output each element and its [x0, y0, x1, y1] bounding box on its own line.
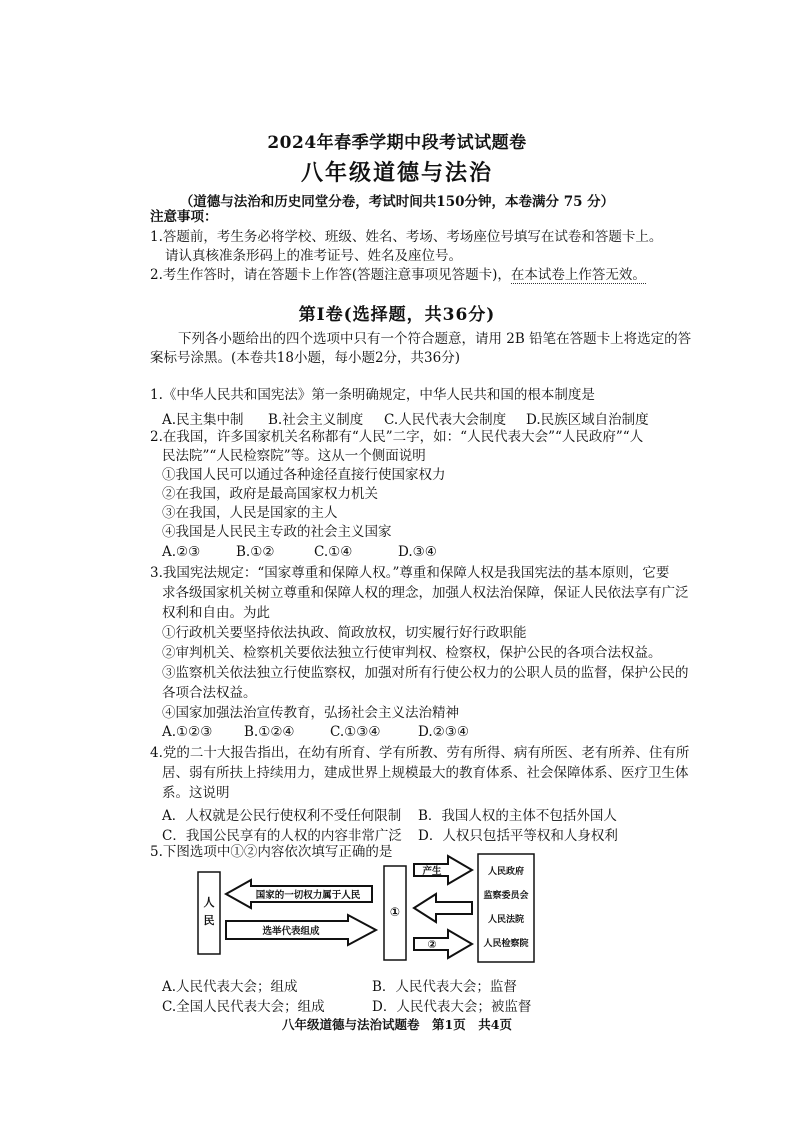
q1-option-c: C.人民代表大会制度: [384, 412, 507, 428]
q2-option-a: A.②③: [162, 544, 201, 560]
q4-stem-3: 系。这说明: [162, 785, 230, 801]
notes-heading: 注意事项：: [150, 209, 218, 225]
q2-statement-2: ②在我国，政府是最高国家权力机关: [162, 486, 378, 502]
organ-court: 人民法院: [487, 915, 525, 925]
q4-option-d: D．人权只包括平等权和人身权利: [418, 828, 618, 844]
q3-option-a: A.①②③: [162, 724, 213, 740]
arrow-blank-2: [414, 930, 472, 958]
q3-option-c: C.①③④: [330, 724, 381, 740]
blank-1-marker: ①: [389, 905, 401, 919]
q3-statement-4: ④国家加强法治宣传教育，弘扬社会主义法治精神: [162, 705, 459, 721]
q3-statement-3-cont: 各项合法权益。: [162, 685, 257, 701]
q3-option-d: D.②③④: [418, 724, 469, 740]
q2-stem-2: 民法院”“人民检察院”等。这从一个侧面说明: [162, 448, 426, 464]
q2-option-b: B.①②: [236, 544, 275, 560]
notes-line-2: 请认真核准条形码上的准考证号、姓名及座位号。: [165, 248, 462, 264]
q4-option-c: C．我国公民享有的人权的内容非常广泛: [162, 828, 402, 844]
page-footer: 八年级道德与法治试题卷 第1页 共4页: [282, 1017, 512, 1032]
q1-stem: 1.《中华人民共和国宪法》第一条明确规定，中华人民共和国的根本制度是: [150, 387, 595, 403]
exam-title: 2024年春季学期中段考试试题卷: [267, 133, 527, 153]
q5-option-c: C.全国人民代表大会；组成: [162, 999, 325, 1015]
subject-title: 八年级道德与法治: [300, 160, 493, 186]
blank-2-marker: ②: [427, 938, 437, 951]
q4-option-a: A．人权就是公民行使权利不受任何限制: [162, 808, 402, 824]
notes-line-3-emphasis: 在本试卷上作答无效。: [510, 267, 646, 283]
notes-line-3: [150, 266, 646, 285]
arrow-produce-label: 产生: [422, 866, 442, 877]
q5-option-b: B．人民代表大会；监督: [372, 979, 517, 995]
organ-government: 人民政府: [487, 867, 525, 877]
people-char-2: 民: [203, 914, 215, 927]
q2-option-c: C.①④: [314, 544, 353, 560]
q1-option-a: A.民主集中制: [162, 412, 244, 428]
q3-statement-1: ①行政机关要坚持依法执政、简政放权，切实履行好行政职能: [162, 625, 527, 641]
q4-stem-1: 4.党的二十大报告指出，在幼有所育、学有所教、劳有所得、病有所医、老有所养、住有所: [150, 745, 690, 761]
exam-scope-note: （道德与法治和历史同堂分卷，考试时间共150分钟，本卷满分 75 分）: [179, 194, 615, 210]
q3-stem-3: 权利和自由。为此: [162, 605, 270, 621]
arrow-elect-label: 选举代表组成: [262, 926, 320, 937]
q5-diagram: [196, 850, 536, 965]
q2-stem-1: 2.在我国，许多国家机关名称都有“人民”二字，如：“人民代表大会”“人民政府”“人: [150, 429, 644, 445]
q3-option-b: B.①②④: [244, 724, 295, 740]
notes-line-3-a: 2.考生作答时，请在答题卡上作答(答题注意事项见答题卡)，: [150, 267, 511, 283]
q5-stem: 5.下图选项中①②内容依次填写正确的是: [150, 844, 393, 860]
arrow-power-label: 国家的一切权力属于人民: [255, 890, 361, 901]
q2-statement-3: ③在我国，人民是国家的主人: [162, 505, 338, 521]
q3-stem-2: 求各级国家机关树立尊重和保障人权的理念，加强人权法治保障，保证人民依法享有广泛: [162, 585, 689, 601]
arrow-supervised: [414, 894, 472, 922]
q2-option-d: D.③④: [398, 544, 437, 560]
q1-option-d: D.民族区域自治制度: [526, 412, 649, 428]
q5-option-a: A.人民代表大会；组成: [162, 979, 298, 995]
q3-stem-1: 3.我国宪法规定：“国家尊重和保障人权。”尊重和保障人权是我国宪法的基本原则，它要: [150, 565, 670, 581]
q2-statement-4: ④我国是人民民主专政的社会主义国家: [162, 524, 392, 540]
q2-statement-1: ①我国人民可以通过各种途径直接行使国家权力: [162, 467, 446, 483]
section-title: 第Ⅰ卷(选择题，共36分): [298, 305, 496, 325]
people-char-1: 人: [203, 896, 215, 909]
q3-statement-2: ②审判机关、检察机关要依法独立行使审判权、检察权，保护公民的各项合法权益。: [162, 645, 662, 661]
people-box: [198, 872, 220, 954]
organ-supervision-commission: 监察委员会: [483, 891, 529, 901]
section-instructions-2: 案标号涂黑。(本卷共18小题，每小题2分，共36分): [150, 350, 460, 366]
section-instructions-1: 下列各小题给出的四个选项中只有一个符合题意，请用 2B 铅笔在答题卡上将选定的答: [178, 331, 692, 347]
q3-statement-3: ③监察机关依法独立行使监察权，加强对所有行使公权力的公职人员的监督，保护公民的: [162, 665, 689, 681]
q5-option-d: D．人民代表大会；被监督: [372, 999, 532, 1015]
organ-procuratorate: 人民检察院: [483, 939, 529, 949]
notes-line-1: 1.答题前，考生务必将学校、班级、姓名、考场、考场座位号填写在试卷和答题卡上。: [150, 229, 663, 245]
q4-stem-2: 居、弱有所扶上持续用力，建成世界上规模最大的教育体系、社会保障体系、医疗卫生体: [162, 765, 689, 781]
q1-option-b: B.社会主义制度: [268, 412, 364, 428]
q4-option-b: B．我国人权的主体不包括外国人: [418, 808, 617, 824]
